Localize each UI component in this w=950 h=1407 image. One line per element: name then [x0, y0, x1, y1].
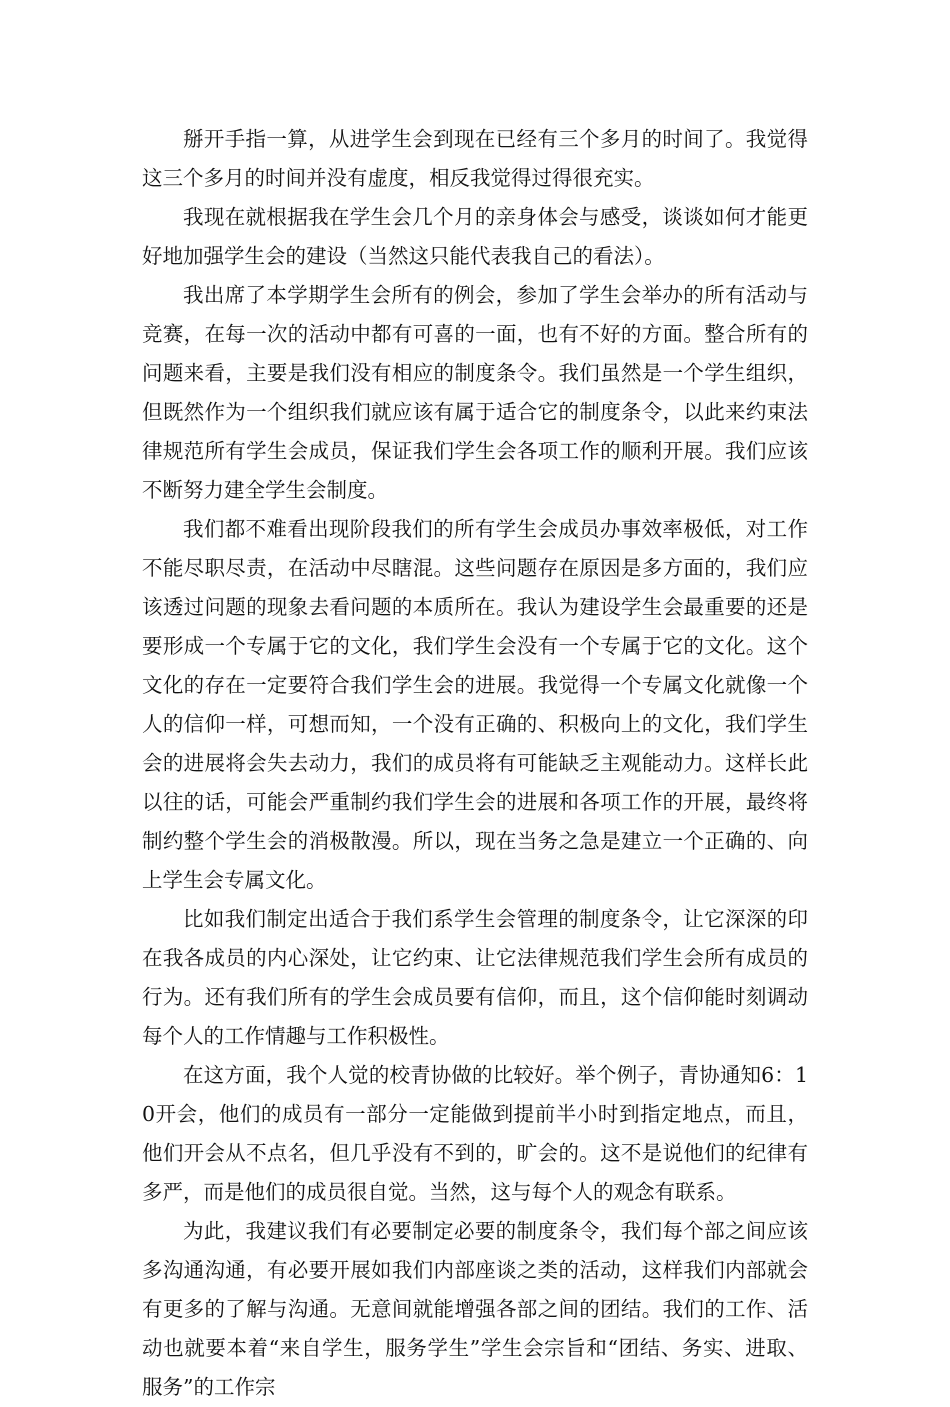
paragraph-6: 在这方面，我个人觉的校青协做的比较好。举个例子，青协通知6：10开会，他们的成员有一部分一定能做到提前半小时到指定地点，而且，他们开会从不点名，但几乎没有不到的，旷会的。这不是说他们的纪律有多严，而是他们的成员很自觉。当然，这与每个人的观念有联系。 [142, 1063, 808, 1204]
paragraph-2: 我现在就根据我在学生会几个月的亲身体会与感受，谈谈如何才能更好地加强学生会的建设（当然这只能代表我自己的看法）。 [142, 205, 808, 268]
paragraph-5: 比如我们制定出适合于我们系学生会管理的制度条令，让它深深的印在我各成员的内心深处，让它约束、让它法律规范我们学生会所有成员的行为。还有我们所有的学生会成员要有信仰，而且，这个信仰能时刻调动每个人的工作情趣与工作积极性。 [142, 907, 808, 1048]
paragraph-4: 我们都不难看出现阶段我们的所有学生会成员办事效率极低，对工作不能尽职尽责，在活动中尽瞎混。这些问题存在原因是多方面的，我们应该透过问题的现象去看问题的本质所在。我认为建设学生会最重要的还是要形成一个专属于它的文化，我们学生会没有一个专属于它的文化。这个文化的存在一定要符合我们学生会的进展。我觉得一个专属文化就像一个人的信仰一样，可想而知，一个没有正确的、积极向上的文化，我们学生会的进展将会失去动力，我们的成员将有可能缺乏主观能动力。这样长此以往的话，可能会严重制约我们学生会的进展和各项工作的开展，最终将制约整个学生会的消极散漫。所以，现在当务之急是建立一个正确的、向上学生会专属文化。 [142, 517, 808, 892]
paragraph-7: 为此，我建议我们有必要制定必要的制度条令，我们每个部之间应该多沟通沟通，有必要开展如我们内部座谈之类的活动，这样我们内部就会有更多的了解与沟通。无意间就能增强各部之间的团结。我们的工作、活动也就要本着“来自学生，服务学生”学生会宗旨和“团结、务实、进取、服务”的工作宗 [142, 1219, 808, 1399]
document-body [142, 120, 808, 1407]
paragraph-1: 掰开手指一算，从进学生会到现在已经有三个多月的时间了。我觉得这三个多月的时间并没有虚度，相反我觉得过得很充实。 [142, 127, 808, 190]
paragraph-3: 我出席了本学期学生会所有的例会，参加了学生会举办的所有活动与竞赛，在每一次的活动中都有可喜的一面，也有不好的方面。整合所有的问题来看，主要是我们没有相应的制度条令。我们虽然是一个学生组织，但既然作为一个组织我们就应该有属于适合它的制度条令，以此来约束法律规范所有学生会成员，保证我们学生会各项工作的顺利开展。我们应该不断努力建全学生会制度。 [142, 283, 808, 502]
